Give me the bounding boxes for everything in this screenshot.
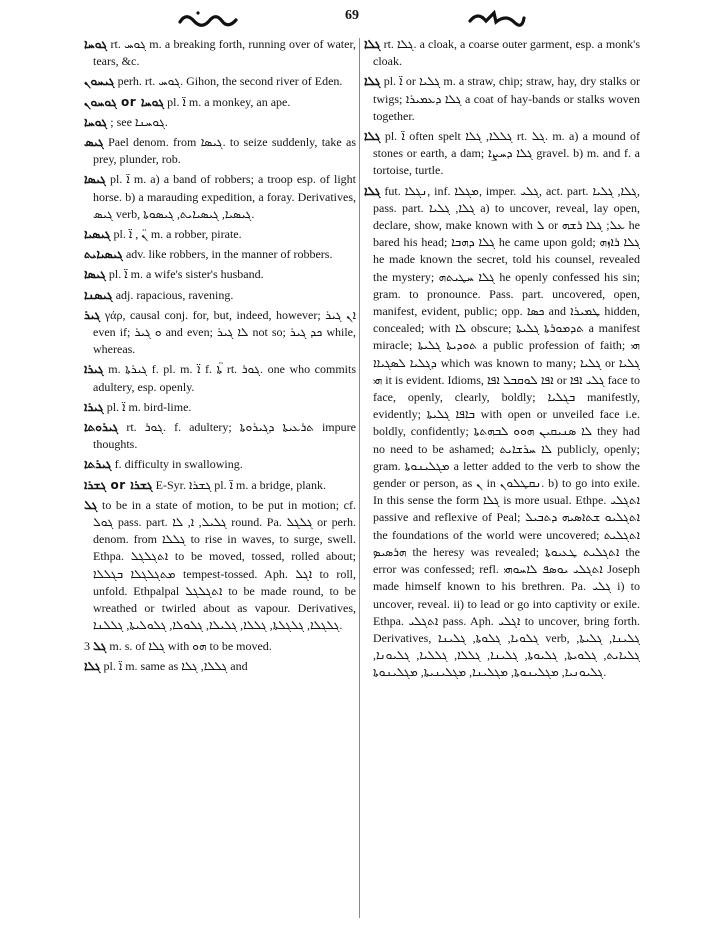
dictionary-entry [364, 183, 640, 682]
dictionary-entry [84, 658, 356, 675]
entry-definition: pl. ܐ̈ m. a monkey, an ape. [164, 94, 291, 109]
dictionary-entry [84, 638, 356, 655]
entry-definition: pl. ܐ̈ m. same as ܓܠܠܐ, ܓܠܐ and [100, 658, 248, 673]
entry-definition: pl. ܐ̈ m. bird-lime. [103, 399, 192, 414]
entry-definition: to be in a state of motion, to be put in motion; cf. ܓܘܠ pass. part. ܓܠܝܠ, ܐ, ܠܐ round. Pa. ܓܠܓܠ or perh. denom. from ܓܠܠܐ to rise in waves, to surge, swell. Ethpa. ܐܬܓܠܓܠ to be moved, tossed, rolled about; ܡܬܓܠܓܠܐ ܒܓܠܠܐ tempest-tossed. Aph. ܐܓܠ to roll, unfold. Ethpalpal ܐܬܓܠܓܠ to be made round, to be wreathed or twirled about as vapour. Derivatives, ܓܠܓܠܐ, ܓܠܓܠܬܐ, ܓܠܠܐ, ܓܠܝܠܐ, ܓܠܘܠܐ, ܓܠܘܠܝܬܐ, ܓܠܠܢܐ. [93, 497, 357, 633]
dictionary-entry [84, 134, 356, 168]
entry-definition: rt. ܓܘܚ m. a breaking forth, running over of water, tears, &c. [93, 37, 356, 69]
entry-headword: ܓܠ [84, 497, 98, 512]
entry-headword: ܓܠ [93, 638, 107, 653]
dictionary-entry [84, 456, 356, 473]
dictionary-entry [84, 36, 356, 70]
dictionary-entry [84, 266, 356, 283]
entry-headword: ܓܘܚܐ [84, 114, 108, 129]
entry-definition: perh. rt. ܓܘܚ. Gihon, the second river of Eden. [114, 74, 343, 89]
dictionary-entry [84, 246, 356, 263]
dictionary-entry [84, 171, 356, 223]
entry-headword: ܓܠܐ [364, 129, 381, 144]
entry-headword: ܓܘܚܐ [84, 37, 108, 51]
entry-definition: fut. ܢܓܠܐ, inf. ܡܓܠܐ, imper. ܓܠܝ, act. part. ܓܠܐ, ܓܠܝܐ, pass. part. ܓܠܐ, ܓܠܝܐ a) to uncover, reveal, lay open, declare, show, make known with ܠ or ܥܠ; ܓܠܐ ܪܫܗ he bared his head; ܓܠܐ ܕܗܒܐ he came upon gold; ܓܠܐ ܪܐܙܗ he made known the secret, told his counsel, revealed the mystery; ܓܠܐ ܚܛܝܬܗ he openly confessed his sin; gram. to pronounce. Pass. part. uncovered, open, manifest, evident, public; opp. ܟܣܐ and ܛܡܝܪܐ hidden, concealed; with ܠܐ obscure; ܬܕܡܘܪܬܐ ܓܠܝܬܐ a manifest miracle; ܬܘܕܝܬܐ ܓܠܝܬܐ a public profession of faith; ܗܝ ܕܓܠܝܐ ܠܣܓܝܐܐ which was known to many; ܓܠܝܐ or ܓܠܝܐ ܗܝ it is evident. Idioms, ܐܦܐ ܠܘܩܒܠ ܐܦܐ or ܓܠܝ ܐܦܐ face to face, openly, clearly, boldly; ܒܓܠܝܐ manifestly, evidently; ܒܐܦܐ ܓܠܝܬܐ with open or unveiled face i.e. boldly, confidently; ܠܐ ܣܢܝܩܝܢ ܗܘܘ ܠܒܗܬܬܐ they had no need to be ashamed; ܠܐ ܚܪܫܐܝܬ publicly, openly; gram. ܡܓܠܝܢܘܬܐ a letter added to the verb to show the gender or person, as ܢ in ܢܩܛܠܘܢ. b) to go into exile. In this sense the form ܓܠܐ is more usual. Ethpe. ܐܬܓܠܝ passive and reflexive of Peal; ܐܬܓܠܝܘ ܫܬܐܤܝܗ ܕܬܒܝܠ the foundations of the world were uncovered; ܐܬܓܠܝܬ ܗܪܣܝܤ the heresy was revealed; ܐܬܓܠܝܬ ܛܥܝܘܬܐ the error was confessed; refl. ܐܬܓܠܝ ܝܘܤܦ ܠܐܚܘܗܝ Joseph made himself known to his brethren. Pa. ܓܠܝ i) to uncover, reveal. ii) to lead or go into captivity or exile. Ethpa. ܐܬܓܠܝ pass. Aph. ܐܓܠܝ to uncover, bring forth. Derivatives, ܓܠܘܝܐ, ܓܠܘܬܐ, ܓܠܝܢܐ verb, ܓܠܝܢܐ, ܓܠܝܬܐ, ܓܠܝܐܝܬ, ܓܠܘܝܬܐ, ܓܠܝܘܬܐ, ܓܠܝܢܐ, ܓܠܠܐ, ܓܠܠܝܐ, ܓܠܝܘܢܐ, ܓܠܝܘܢܝܐ, ܡܓܠܝܢܘܬܐ, ܡܓܠܝܢܐ, ܡܓܠܝܢܝܬܐ, ܡܓܠܝܢܘܬܐ. [373, 183, 641, 680]
entry-headword: ܓܝܣܝܐܝܬ [84, 247, 123, 262]
entry-headword: ܓܝܣ [84, 135, 104, 150]
entry-definition: adv. like robbers, in the manner of robbers. [122, 247, 333, 262]
entry-definition: pl. ܢ̈ , ܐ̈ m. a robber, pirate. [110, 227, 242, 242]
dictionary-entry [364, 73, 640, 125]
entry-headword: ܓܝܪܬܐ [84, 457, 112, 472]
dictionary-entry [364, 128, 640, 180]
column-divider [359, 38, 360, 918]
entry-headword: ܓܫܪܐ or ܓܫܪܐ [84, 477, 153, 492]
entry-definition: pl. ܐ̈ often spelt ܓܠܠܐ, ܓܠܐ rt. ܓܠ. m. a) a mound of stones or earth, a dam; ܓܠܐ ܕܚܨܐ gravel. b) m. and f. a tortoise, turtle. [373, 129, 640, 178]
dictionary-entry [84, 497, 356, 635]
entry-headword: ܓܠܐ [364, 183, 381, 198]
entry-headword: ܓܘܚܘܢ or ܓܘܚܐ [84, 94, 165, 109]
syriac-headword-glyph-icon [464, 8, 528, 28]
entry-headword: ܓܠܐ [364, 74, 381, 89]
dictionary-entry [84, 307, 356, 359]
dictionary-entry [84, 399, 356, 416]
entry-definition: pl. ܐ̈ or ܓܠܝܐ m. a straw, chip; straw, hay, dry stalks or twigs; ܓܠܐ ܕܥܡܝܪܐ a coat of hay-bands or stalks woven together. [373, 74, 641, 123]
entry-definition: f. difficulty in swallowing. [111, 457, 243, 472]
dictionary-entry [84, 287, 356, 304]
dictionary-entry [84, 73, 356, 90]
entry-headword: ܓܝܣܝܐ [84, 227, 111, 242]
left-column [84, 36, 356, 926]
entry-definition: ; see ܓܘܚܢܐ. [107, 114, 168, 129]
entry-definition: rt. ܓܠܐ. a cloak, a coarse outer garment, esp. a monk's cloak. [373, 37, 640, 69]
entry-definition: pl. ܐ̈ m. a wife's sister's husband. [105, 267, 264, 282]
dictionary-entry [84, 226, 356, 243]
entry-headword: ܓܝܪܐ [84, 399, 104, 414]
entry-headword: ܓܝܪܘܬܐ [84, 420, 119, 435]
dictionary-entry [84, 94, 356, 111]
entry-definition: adj. rapacious, ravening. [112, 287, 234, 302]
dictionary-entry [84, 361, 356, 395]
entry-headword: ܓܠܐ [364, 37, 381, 51]
dictionary-entry [84, 477, 356, 494]
dictionary-entry [84, 419, 356, 453]
entry-headword: ܓܝܣܐ [84, 172, 106, 187]
entry-definition: E-Syr. ܓܫܪܐ pl. ܐ̈ m. a bridge, plank. [152, 477, 326, 492]
entry-definition: Pael denom. from ܓܝܣܐ. to seize suddenly, take as prey, plunder, rob. [93, 135, 356, 167]
entry-definition: 3 m. s. of ܓܠܐ with ܗܘ to be moved. [84, 638, 272, 653]
dictionary-entry [84, 114, 356, 131]
entry-headword: ܓܝܣܢܐ [84, 287, 113, 302]
dictionary-entry [364, 36, 640, 70]
page-header [0, 6, 704, 32]
entry-definition: rt. ܓܘܪ. f. adultery; ܬܪܥܝܬܐ ܕܓܝܪܘܬܐ impure thoughts. [93, 420, 356, 452]
entry-headword: ܓܝܣܐ [84, 267, 106, 282]
page-number: 69 [345, 8, 359, 23]
entry-headword: ܓܝܚܘܢ [84, 74, 115, 89]
entry-headword: ܓܝܪ [84, 307, 101, 322]
entry-definition: m. ܓܝܪܬܐ f. pl. m. ܐ̈ f. ܬ̈ܐ rt. ܓܘܪ. one who commits adultery, esp. openly. [93, 362, 356, 394]
entry-definition: γάρ, causal conj. for, but, indeed, however; ܐܢ ܓܝܪ even if; ܘ ܓܝܪ and even; ܠܐ ܓܝܪ not so; ܟܕ ܓܝܪ while, whereas. [93, 307, 356, 357]
right-column [364, 36, 640, 926]
entry-definition: pl. ܐ̈ m. a) a band of robbers; a troop esp. of light horse. b) a marauding expedition, a foray. Derivatives, ܓܝܣ verb, ܓܝܣܝܐ, ܓܝܣܝܐܝܬ, ܓܝܣܘܬܐ. [93, 172, 356, 221]
entry-headword: ܓܝܪܐ [84, 362, 104, 377]
entry-headword: ܓܠܐ [84, 658, 101, 673]
